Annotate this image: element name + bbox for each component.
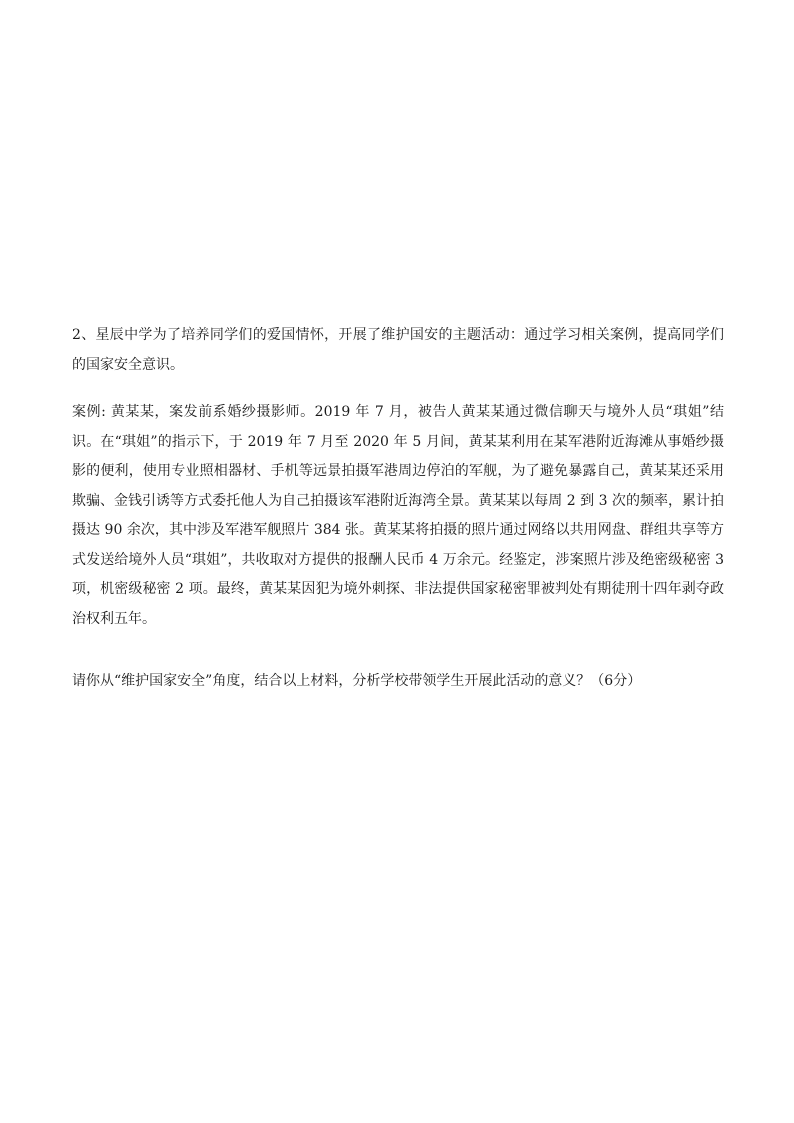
- case-text: 案例: 黄某某，案发前系婚纱摄影师。2019 年 7 月，被告人黄某某通过微信聊天与境外人员“琪姐”结识。在“琪姐”的指示下，于 2019 年 7 月至 2020 年 5 月间，黄某某利用在某军港附近海滩从事婚纱摄影的便利，使用专业照相器材、手机等远景拍摄军港周边停泊的军舰，为了避免暴露自己，黄某某还采用欺骗、金钱引诱等方式委托他人为自己拍摄该军港附近海湾全景。黄某某以每周 2 到 3 次的频率，累计拍摄达 90 余次，其中涉及军港军舰照片 384 张。黄某某将拍摄的照片通过网络以共用网盘、群组共享等方式发送给境外人员“琪姐”，共收取对方提供的报酬人民币 4 万余元。经鉴定，涉案照片涉及绝密级秘密 3 项，机密级秘密 2 项。最终，黄某某因犯为境外刺探、非法提供国家秘密罪被判处有期徒刑十四年剥夺政治权利五年。: [72, 404, 724, 627]
- question-prompt: 请你从“维护国家安全”角度，结合以上材料，分析学校带领学生开展此活动的意义？（6分）: [72, 673, 642, 689]
- question-intro: 2、星辰中学为了培养同学们的爱国情怀，开展了维护国安的主题活动：通过学习相关案例，提高同学们的国家安全意识。: [72, 327, 724, 373]
